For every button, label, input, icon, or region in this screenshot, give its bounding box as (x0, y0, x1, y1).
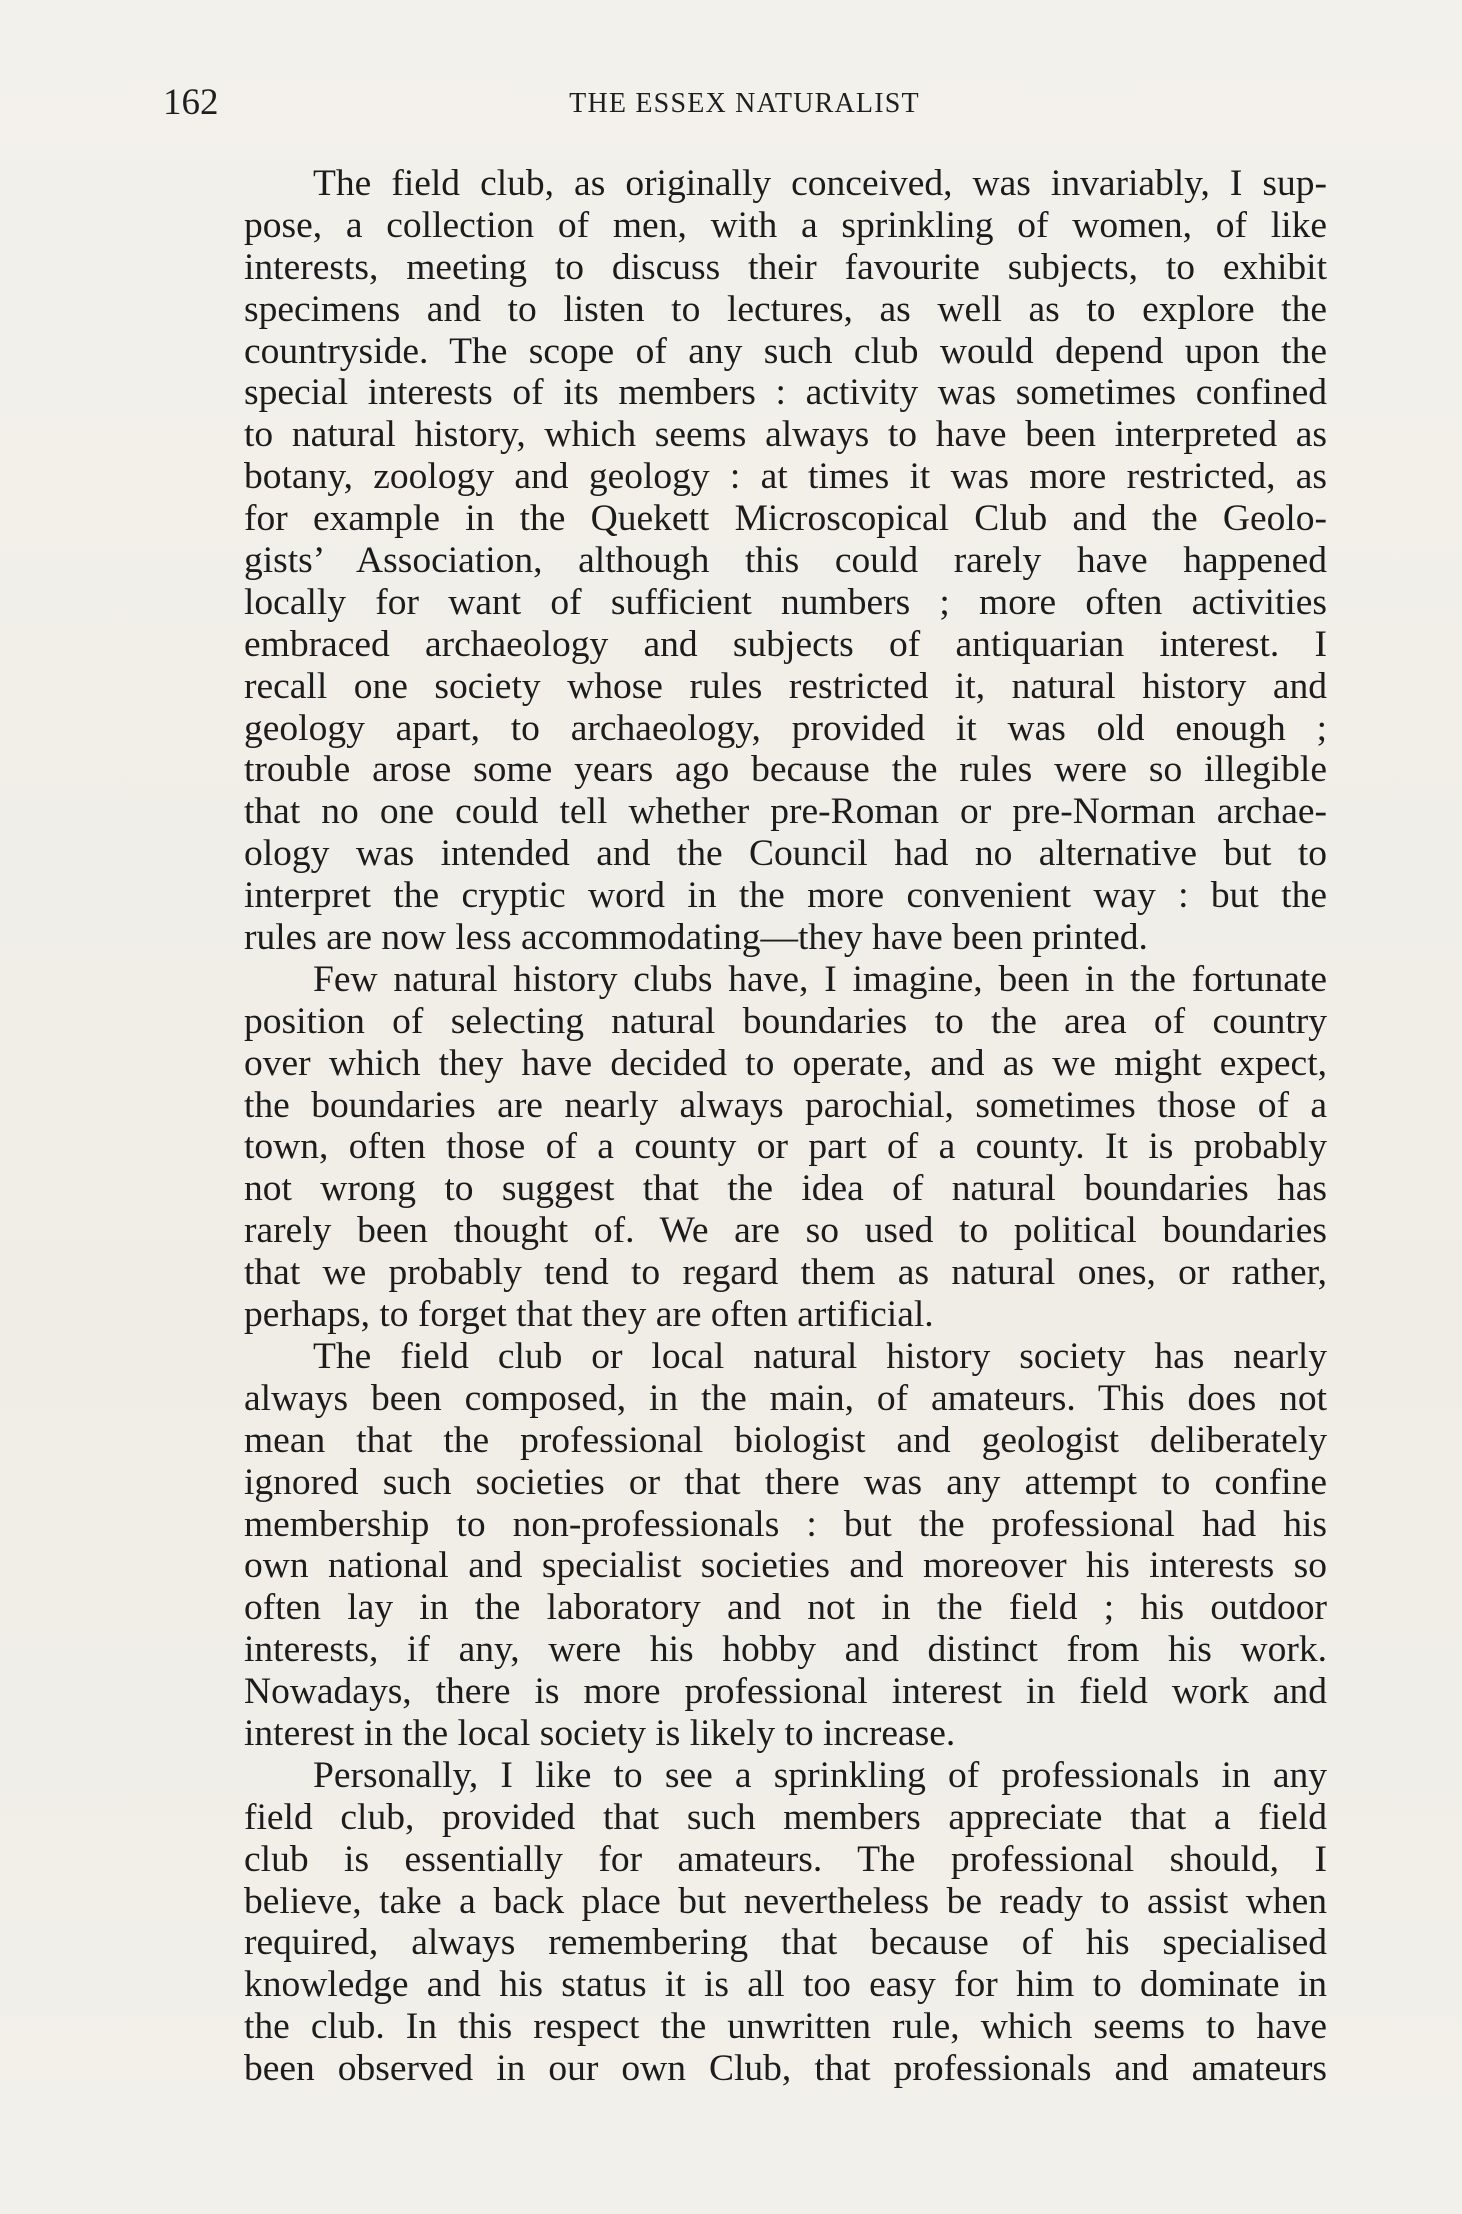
text-line: mean that the professional biologist and geologist deliberately (244, 1419, 1327, 1461)
text-line: believe, take a back place but nevertheless be ready to assist when (244, 1880, 1327, 1922)
text-line: often lay in the laboratory and not in the field ; his outdoor (244, 1587, 1327, 1629)
running-head (163, 78, 1326, 128)
text-line: over which they have decided to operate, and as we might expect, (244, 1042, 1327, 1084)
text-line: trouble arose some years ago because the rules were so illegible (244, 749, 1327, 791)
text-line: knowledge and his status it is all too easy for him to dominate in (244, 1964, 1327, 2006)
text-line: ignored such societies or that there was any attempt to confine (244, 1461, 1327, 1503)
text-line: locally for want of sufficient numbers ; more often activities (244, 581, 1327, 623)
journal-title: THE ESSEX NATURALIST (569, 88, 920, 119)
text-line: interests, meeting to discuss their favourite subjects, to exhibit (244, 246, 1327, 288)
text-line: rarely been thought of. We are so used to political boundaries (244, 1210, 1327, 1252)
text-line: pose, a collection of men, with a sprinkling of women, of like (244, 204, 1327, 246)
text-line: Personally, I like to see a sprinkling of professionals in any (313, 1754, 1327, 1796)
text-line: for example in the Quekett Microscopical Club and the Geolo- (244, 498, 1327, 540)
text-line: Nowadays, there is more professional interest in field work and (244, 1671, 1327, 1713)
body-text (175, 163, 1327, 2090)
page-number: 162 (163, 82, 219, 123)
text-line: ology was intended and the Council had no alternative but to (244, 833, 1327, 875)
paragraph (175, 959, 1327, 1336)
text-line: interest in the local society is likely to increase. (244, 1712, 956, 1754)
text-line: interpret the cryptic word in the more convenient way : but the (244, 875, 1327, 917)
text-line: perhaps, to forget that they are often artificial. (244, 1294, 934, 1336)
text-line: interests, if any, were his hobby and distinct from his work. (244, 1629, 1327, 1671)
text-line: not wrong to suggest that the idea of natural boundaries has (244, 1168, 1327, 1210)
text-line: Few natural history clubs have, I imagine, been in the fortunate (313, 958, 1327, 1000)
text-line: specimens and to listen to lectures, as well as to explore the (244, 288, 1327, 330)
text-line: The field club or local natural history society has nearly (313, 1335, 1327, 1377)
paragraph (175, 163, 1327, 959)
text-line: own national and specialist societies and moreover his interests so (244, 1545, 1327, 1587)
text-line: always been composed, in the main, of amateurs. This does not (244, 1377, 1327, 1419)
text-line: required, always remembering that because of his specialised (244, 1922, 1327, 1964)
text-line: field club, provided that such members appreciate that a field (244, 1796, 1327, 1838)
text-line: been observed in our own Club, that professionals and amateurs (244, 2048, 1327, 2090)
text-line: special interests of its members : activity was sometimes confined (244, 372, 1327, 414)
text-line: recall one society whose rules restricted it, natural history and (244, 665, 1327, 707)
text-line: embraced archaeology and subjects of antiquarian interest. I (244, 623, 1327, 665)
text-line: membership to non-professionals : but the professional had his (244, 1503, 1327, 1545)
text-line: that we probably tend to regard them as natural ones, or rather, (244, 1252, 1327, 1294)
text-line: rules are now less accommodating—they have been printed. (244, 917, 1148, 959)
text-line: position of selecting natural boundaries to the area of country (244, 1000, 1327, 1042)
text-line: the boundaries are nearly always parochial, sometimes those of a (244, 1084, 1327, 1126)
text-line: geology apart, to archaeology, provided it was old enough ; (244, 707, 1327, 749)
text-line: countryside. The scope of any such club would depend upon the (244, 330, 1327, 372)
paragraph (175, 1336, 1327, 1755)
text-line: botany, zoology and geology : at times it was more restricted, as (244, 456, 1327, 498)
paragraph (175, 1755, 1327, 2090)
text-line: The field club, as originally conceived, was invariably, I sup- (313, 163, 1327, 204)
text-line: gists’ Association, although this could rarely have happened (244, 540, 1327, 582)
text-line: town, often those of a county or part of a county. It is probably (244, 1126, 1327, 1168)
text-line: the club. In this respect the unwritten rule, which seems to have (244, 2006, 1327, 2048)
text-line: to natural history, which seems always to have been interpreted as (244, 414, 1327, 456)
text-line: that no one could tell whether pre-Roman or pre-Norman archae- (244, 791, 1327, 833)
text-line: club is essentially for amateurs. The professional should, I (244, 1838, 1327, 1880)
